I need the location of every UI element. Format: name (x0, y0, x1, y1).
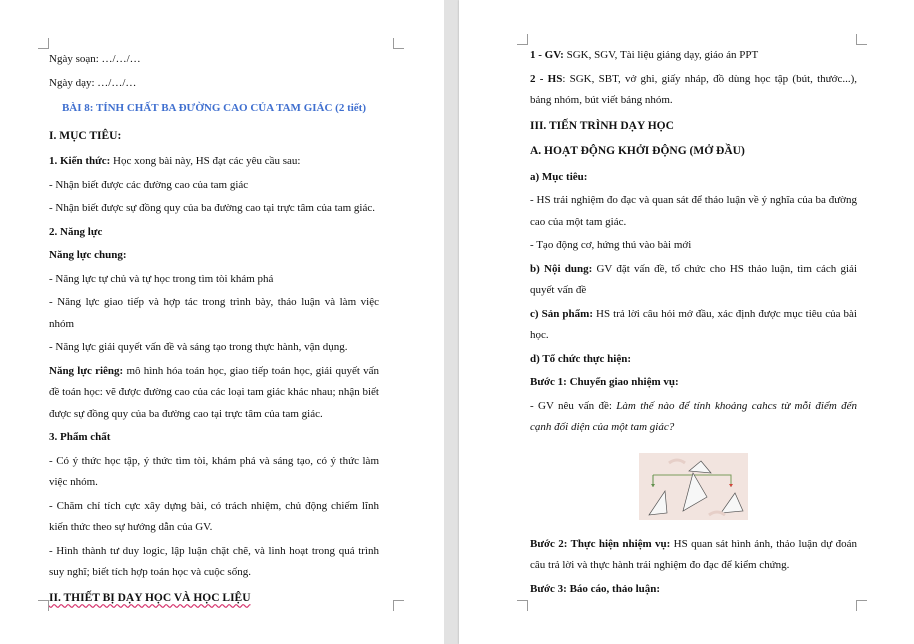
nang-luc-label: 2. Năng lực (49, 225, 103, 238)
to-chuc-label: d) Tổ chức thực hiện: (530, 352, 632, 365)
buoc-2-text: HS quan sát hình ảnh, thảo luận dự đoán câu trả lời và thực hành trải nghiệm đo đạc để kiểm chứng. (530, 537, 857, 571)
margin-mark (393, 600, 404, 611)
noi-dung-label: b) Nội dung: (530, 262, 593, 275)
document-page-right (459, 0, 914, 644)
gv-neu-text: - GV nêu vấn đề: (530, 399, 617, 412)
buoc-2-line (530, 534, 857, 577)
section-heading-thiet-bi: II. THIẾT BỊ DẠY HỌC VÀ HỌC LIỆU (49, 591, 251, 604)
margin-mark (856, 34, 867, 45)
ngay-day: Ngày dạy: …/…/… (49, 76, 137, 89)
pham-chat-label: 3. Phẩm chất (49, 431, 111, 443)
nang-luc-rieng-text: mô hình hóa toán học, giao tiếp toán học, giải quyết vấn đề toán học: vẽ được đường cao của các loại tam giác khác nhau; nhận biết được sự đồng quy của ba đường cao tại trực tâm của tam giác. (49, 364, 380, 420)
buoc-1-label: Bước 1: Chuyển giao nhiệm vụ: (530, 376, 679, 388)
buoc-3-label: Bước 3: Báo cáo, thảo luận: (530, 582, 661, 595)
section-heading-muc-tieu: I. MỤC TIÊU: (49, 129, 122, 142)
san-pham-label: c) Sản phẩm: (530, 307, 593, 320)
section-heading-tien-trinh: III. TIẾN TRÌNH DẠY HỌC (530, 119, 674, 132)
buoc-2-label: Bước 2: Thực hiện nhiệm vụ: (530, 537, 671, 550)
gv-question: Làm thế nào để tính khoảng cahcs từ mỗi điểm đến cạnh đối diện của một tam giác? (530, 399, 857, 433)
kien-thuc-label: 1. Kiến thức: (49, 155, 111, 167)
noi-dung-text: GV đặt vấn đề, tổ chức cho HS thảo luận, tìm cách giải quyết vấn đề (530, 262, 857, 296)
margin-mark (38, 600, 49, 611)
margin-mark (38, 38, 49, 49)
nang-luc-rieng (49, 361, 379, 426)
document-page-left (0, 0, 444, 644)
list-item: - Chăm chỉ tích cực xây dựng bài, có trách nhiệm, chủ động chiếm lĩnh kiến thức theo sự hướng dẫn của GV. (49, 499, 379, 533)
margin-mark (856, 600, 867, 611)
section-heading-khoi-dong: A. HOẠT ĐỘNG KHỞI ĐỘNG (MỞ ĐẦU) (530, 145, 745, 157)
margin-mark (517, 34, 528, 45)
hs-text: : SGK, SBT, vở ghi, giấy nháp, đồ dùng học tập (bút, thước...), bảng nhóm, bút viết bảng nhóm. (530, 72, 857, 106)
list-item: - Hình thành tư duy logic, lập luận chặt chẽ, và linh hoạt trong quá trình suy nghĩ; biết tích hợp toán học và cuộc sống. (49, 544, 379, 578)
triangle-image (639, 453, 748, 520)
san-pham-line (530, 304, 857, 347)
gv-question-line (530, 396, 857, 439)
list-item: - HS trải nghiệm đo đạc và quan sát để thảo luận về ý nghĩa của ba đường cao của một tam giác. (530, 194, 857, 228)
margin-mark (517, 600, 528, 611)
list-item: - Tạo động cơ, hứng thú vào bài mới (530, 239, 692, 251)
list-item: - Năng lực giao tiếp và hợp tác trong trình bày, thảo luận và làm việc nhóm (49, 296, 379, 330)
ngay-soan: Ngày soạn: …/…/… (49, 53, 141, 65)
list-item: - Có ý thức học tập, ý thức tìm tòi, khám phá và sáng tạo, có ý thức làm việc nhóm. (49, 454, 379, 488)
nang-luc-rieng-label: Năng lực riêng: (49, 364, 124, 377)
kien-thuc-text: Học xong bài này, HS đạt các yêu cầu sau: (110, 155, 301, 167)
hs-line (530, 69, 857, 112)
nang-luc-chung-label: Năng lực chung: (49, 249, 127, 261)
list-item: - Nhận biết được các đường cao của tam giác (49, 178, 249, 191)
list-item: - Nhận biết được sự đồng quy của ba đường cao tại trực tâm của tam giác. (49, 202, 375, 214)
triangle-illustration (639, 453, 748, 520)
gv-line (530, 45, 857, 67)
lesson-title: BÀI 8: TÍNH CHẤT BA ĐƯỜNG CAO CỦA TAM GIÁC (2 tiết) (61, 102, 367, 114)
page-content (530, 45, 857, 602)
kien-thuc-line (49, 151, 379, 173)
noi-dung-line (530, 259, 857, 302)
page-content (49, 49, 379, 613)
gv-label: 1 - GV: (530, 49, 564, 61)
list-item: - Năng lực tự chủ và tự học trong tìm tòi khám phá (49, 272, 274, 285)
list-item: - Năng lực giải quyết vấn đề và sáng tạo trong thực hành, vận dụng. (49, 341, 348, 353)
margin-mark (393, 38, 404, 49)
page-gap (444, 0, 459, 644)
muc-tieu-label: a) Mục tiêu: (530, 170, 588, 183)
san-pham-text: HS trả lời câu hỏi mở đầu, xác định được mục tiêu của bài học. (530, 307, 857, 341)
hs-label: 2 - HS (530, 72, 563, 85)
gv-text: SGK, SGV, Tài liệu giảng dạy, giáo án PPT (563, 49, 759, 61)
